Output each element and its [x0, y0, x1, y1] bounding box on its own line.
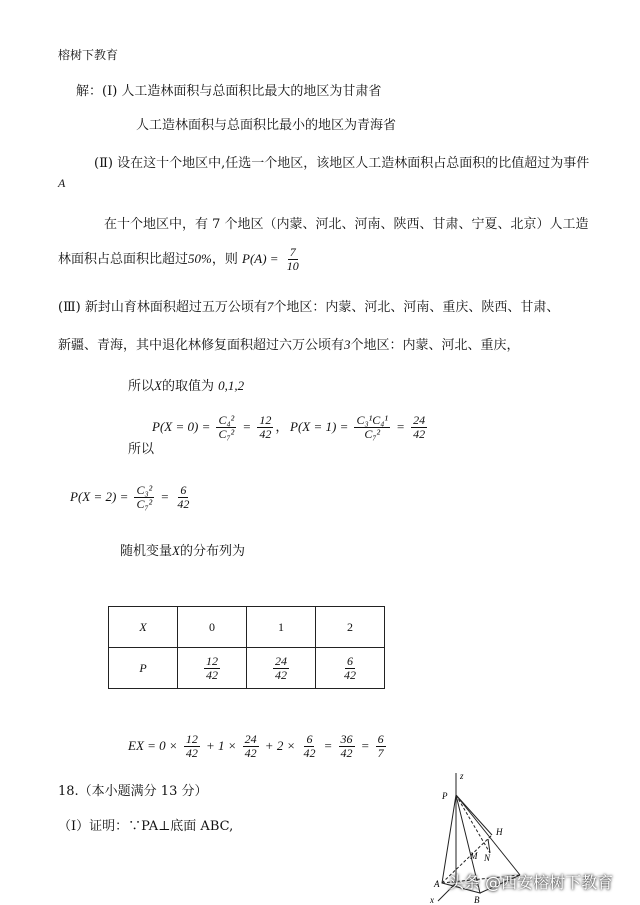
part2-line3-text: 林面积占总面积比超过	[58, 252, 189, 267]
values-line: 所以X的取值为 0,1,2	[128, 378, 245, 394]
p1-line: P(X = 1) = $\frac{\text{C₃¹C₄¹}}{\text{C₇²}}$ = $\frac{24}{42}$	[290, 413, 426, 441]
event-a: A	[58, 176, 66, 190]
label-n: N	[484, 853, 491, 863]
q18-title: 18.（本小题满分 13 分）	[58, 784, 208, 799]
pa-fraction: $\frac{7}{10}$	[286, 245, 299, 273]
label-x: x	[430, 895, 434, 905]
label-z: z	[460, 771, 464, 781]
expectation: EX = 0 × $\frac{12}{42}$ + 1 × $\frac{24}{42}$ + 2 × $\frac{6}{42}$ = $\frac{36}{42}$ = $\frac{6}{7}$	[128, 732, 384, 760]
table-row: P $\frac{12}{42}$ $\frac{24}{42}$ $\frac{6}{42}$	[109, 648, 385, 689]
p2-line: P(X = 2) = $\frac{\text{C₃²}}{\text{C₇²}}$ = $\frac{6}{42}$	[70, 483, 190, 511]
table-row: X 0 1 2	[109, 607, 385, 648]
part2-line1: (Ⅱ) 设在这十个地区中,任选一个地区，该地区人工造林面积占总面积的比值超过为事件	[94, 156, 590, 171]
label-p: P	[442, 791, 448, 801]
part3-line2: 新疆、青海，其中退化林修复面积超过六万公顷有3个地区：内蒙、河北、重庆，	[58, 337, 520, 353]
header: 榕树下教育	[58, 48, 119, 62]
label-m: M	[470, 851, 478, 861]
part2-line2: 在十个地区中，有 7 个地区（内蒙、河北、河南、陕西、甘肃、宁夏、北京）人工造	[104, 217, 589, 232]
part3-line1: (Ⅲ) 新封山育林面积超过五万公顷有7个地区：内蒙、河北、河南、重庆、陕西、甘肃、	[58, 299, 560, 315]
p0-line: P(X = 0) = $\frac{\text{C₄²}}{\text{C₇²}}$ = $\frac{12}{42}$ ，	[152, 413, 289, 441]
distribution-table	[108, 606, 385, 689]
watermark: 头条 @西安榕树下教育	[448, 873, 614, 892]
dist-line: 随机变量X的分布列为	[120, 543, 245, 559]
pct: 50%	[188, 251, 212, 266]
suoyi: 所以	[128, 442, 155, 457]
label-b: B	[474, 895, 480, 905]
part1-line2: 人工造林面积与总面积比最小的地区为青海省	[136, 118, 397, 133]
part2-then: ，则	[211, 252, 238, 267]
label-h: H	[496, 827, 503, 837]
part2-line3	[58, 246, 303, 273]
pa-label: P(A) =	[242, 251, 279, 266]
label-a: A	[434, 879, 440, 889]
part1-line1: 解：(Ⅰ) 人工造林面积与总面积比最大的地区为甘肃省	[76, 84, 382, 99]
q18-proof: （Ⅰ）证明：∵PA⊥底面 ABC,	[58, 819, 234, 834]
